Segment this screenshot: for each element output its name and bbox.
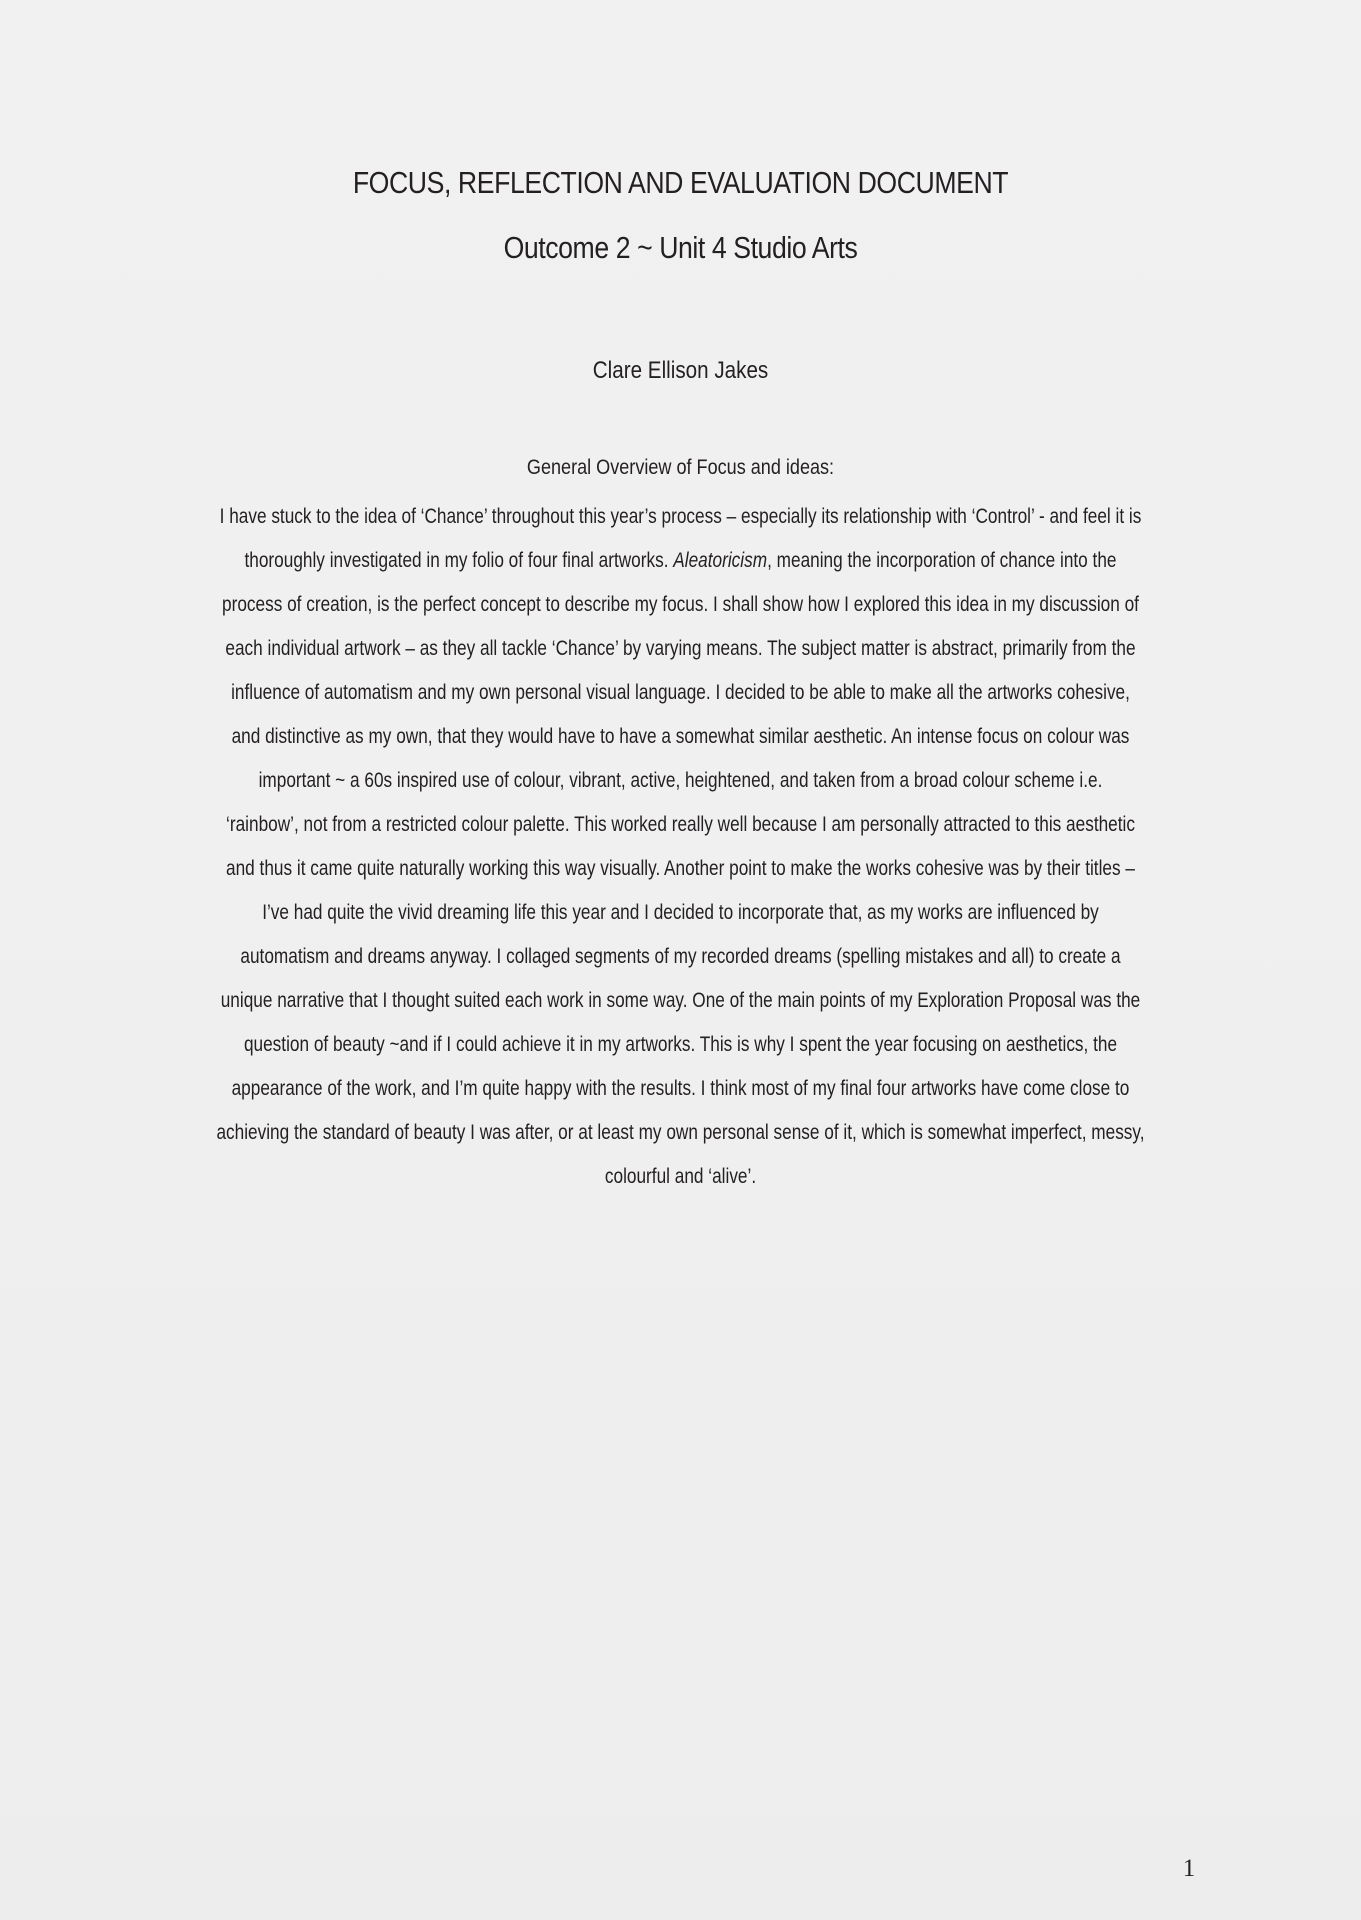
author-name: Clare Ellison Jakes <box>592 357 769 384</box>
body-line: automatism and dreams anyway. I collaged segments of my recorded dreams (spelling mistakes and all) to create a <box>240 945 1121 968</box>
section-heading: General Overview of Focus and ideas: <box>526 456 835 479</box>
body-line: important ~ a 60s inspired use of colour, vibrant, active, heightened, and taken from a broad colour scheme i.e. <box>258 769 1103 792</box>
body-line: unique narrative that I thought suited each work in some way. One of the main points of my Exploration Proposal was the <box>220 989 1141 1012</box>
body-line: I’ve had quite the vivid dreaming life this year and I decided to incorporate that, as my works are influenced by <box>262 901 1099 924</box>
body-line: appearance of the work, and I’m quite happy with the results. I think most of my final four artworks have come close to <box>231 1077 1130 1100</box>
body-line: process of creation, is the perfect concept to describe my focus. I shall show how I explored this idea in my discussion of <box>222 593 1139 616</box>
page-number: 1 <box>1182 1855 1196 1882</box>
body-line: thoroughly investigated in my folio of four final artworks. Aleatoricism, meaning the incorporation of chance into the <box>244 549 1117 572</box>
italic-term: Aleatoricism <box>673 549 768 572</box>
body-paragraph <box>0 495 1361 1199</box>
body-line: achieving the standard of beauty I was after, or at least my own personal sense of it, which is somewhat imperfect, messy, <box>216 1121 1145 1144</box>
body-line: each individual artwork – as they all tackle ‘Chance’ by varying means. The subject matter is abstract, primarily from the <box>225 637 1136 660</box>
document-title: FOCUS, REFLECTION AND EVALUATION DOCUMENT <box>352 165 1009 200</box>
body-line: and distinctive as my own, that they would have to have a somewhat similar aesthetic. An intense focus on colour was <box>231 725 1130 748</box>
body-line: I have stuck to the idea of ‘Chance’ throughout this year’s process – especially its relationship with ‘Control’ - and feel it is <box>219 505 1142 528</box>
body-line: colourful and ‘alive’. <box>604 1165 757 1188</box>
body-line: ‘rainbow’, not from a restricted colour palette. This worked really well because I am personally attracted to this aesthetic <box>226 813 1135 836</box>
document-subtitle: Outcome 2 ~ Unit 4 Studio Arts <box>503 230 858 265</box>
body-line: influence of automatism and my own personal visual language. I decided to be able to make all the artworks cohesive, <box>231 681 1130 704</box>
body-line: question of beauty ~and if I could achieve it in my artworks. This is why I spent the year focusing on aesthetics, the <box>243 1033 1118 1056</box>
body-line: and thus it came quite naturally working this way visually. Another point to make the works cohesive was by their titles – <box>226 857 1135 880</box>
